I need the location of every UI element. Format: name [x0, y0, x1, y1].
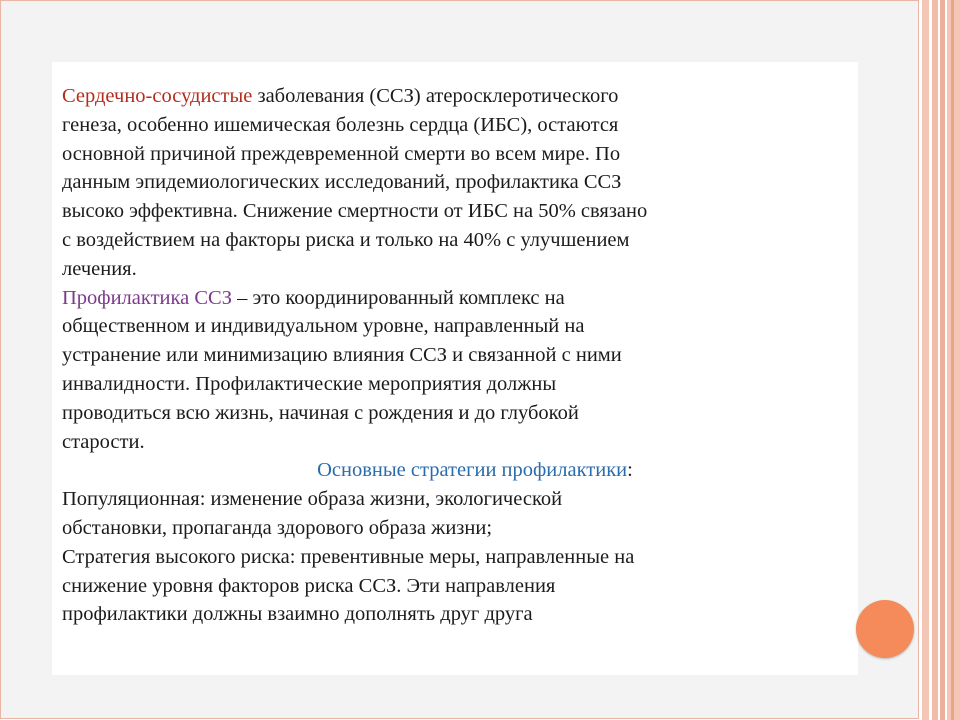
decorative-side-stripes	[922, 0, 960, 720]
strategy-high-risk: Стратегия высокого риска: превентивные меры, направленные на снижение уровня факторов риска ССЗ. Эти направления профилактики должны взаимно дополнять друг друга	[62, 545, 635, 626]
strategies-heading: Основные стратегии профилактики:	[317, 459, 633, 482]
highlight-prevention: Профилактика ССЗ	[62, 286, 232, 309]
paragraph-ssz-intro: Сердечно-сосудистые заболевания (ССЗ) атеросклеротического генеза, особенно ишемическая болезнь сердца (ИБС), остаются основной причиной преждевременной смерти во всем мире. По данным эпидемиологических исследований, профилактика ССЗ высоко эффективна. Снижение смертности от ИБС на 50% связано с воздействием на факторы риска и только на 40% с улучшением лечения.	[62, 85, 648, 280]
paragraph-prevention-definition: Профилактика ССЗ – это координированный комплекс на общественном и индивидуальном уровне, направленный на устранение или минимизацию влияния ССЗ и связанной с ними инвалидности. Профилактические мероприятия должны проводиться всю жизнь, начиная с рождения и до глубокой старости.	[62, 286, 622, 453]
highlight-cardiovascular: Сердечно-сосудистые	[62, 85, 253, 107]
slide-text	[62, 82, 852, 629]
strategy-population: Популяционная: изменение образа жизни, экологической обстановки, пропаганда здорового образа жизни;	[62, 488, 563, 539]
decorative-orange-dot	[856, 600, 914, 658]
